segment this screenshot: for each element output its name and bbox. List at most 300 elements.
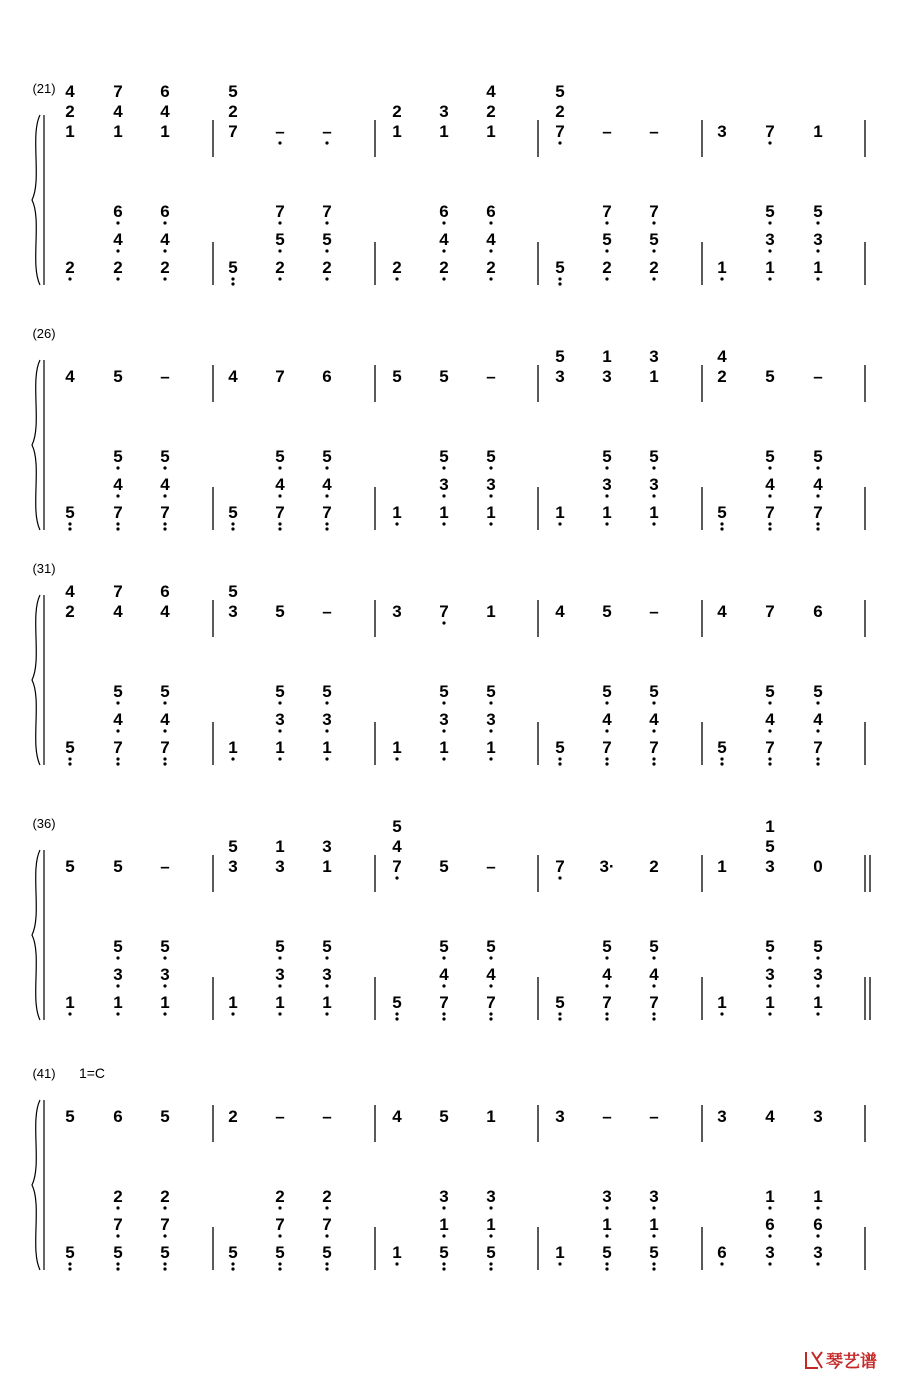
octave-low-dot [768, 1234, 771, 1237]
score-system [32, 1065, 865, 1271]
lower-note: 7 [322, 202, 332, 221]
lower-note: 3 [439, 475, 449, 494]
lower-note: 5 [649, 1243, 659, 1262]
sustain-dash: – [649, 122, 659, 141]
octave-low-dot [278, 522, 281, 525]
lower-note: 1 [392, 503, 402, 522]
octave-low-dot [558, 522, 561, 525]
octave-low-dot [163, 466, 166, 469]
octave-low-dot [652, 729, 655, 732]
upper-note: 7 [228, 122, 238, 141]
octave-low-dot [278, 1267, 281, 1270]
lower-note: 5 [765, 202, 775, 221]
octave-low-dot [489, 757, 492, 760]
octave-low-dot [442, 984, 445, 987]
lower-note: 1 [392, 1243, 402, 1262]
brace [32, 360, 40, 530]
lower-note: 4 [649, 965, 659, 984]
upper-note: 6 [113, 1107, 123, 1126]
octave-low-dot [325, 1267, 328, 1270]
upper-note: 4 [717, 347, 727, 366]
score-system [32, 81, 865, 286]
lower-note: 5 [439, 937, 449, 956]
upper-note: 7 [555, 857, 565, 876]
upper-note: 7 [555, 122, 565, 141]
lower-note: 4 [113, 710, 123, 729]
octave-low-dot [442, 221, 445, 224]
sustain-dash: – [649, 602, 659, 621]
upper-note: 1 [275, 837, 285, 856]
upper-note: 5 [555, 347, 565, 366]
octave-low-dot [163, 1262, 166, 1265]
octave-low-dot [116, 984, 119, 987]
octave-low-dot [652, 277, 655, 280]
octave-low-dot [163, 984, 166, 987]
octave-low-dot [558, 876, 561, 879]
octave-low-dot [278, 277, 281, 280]
octave-low-dot [652, 1262, 655, 1265]
lower-note: 7 [602, 738, 612, 757]
upper-note: 1 [439, 122, 449, 141]
octave-low-dot [605, 466, 608, 469]
lower-note: 5 [813, 447, 823, 466]
octave-low-dot [652, 701, 655, 704]
octave-low-dot [231, 277, 234, 280]
score-system [32, 561, 865, 766]
lower-note: 4 [486, 965, 496, 984]
lower-note: 6 [765, 1215, 775, 1234]
lower-note: 7 [275, 503, 285, 522]
lower-note: 7 [275, 1215, 285, 1234]
lower-note: 3 [602, 475, 612, 494]
upper-note: 1 [813, 122, 823, 141]
octave-low-dot [278, 466, 281, 469]
lower-note: 3 [160, 965, 170, 984]
octave-low-dot [489, 466, 492, 469]
lower-note: 1 [765, 258, 775, 277]
octave-low-dot [163, 1267, 166, 1270]
octave-low-dot [605, 729, 608, 732]
lower-note: 2 [65, 258, 75, 277]
octave-low-dot [231, 282, 234, 285]
sustain-dash: – [322, 1107, 332, 1126]
octave-low-dot [816, 277, 819, 280]
lower-note: 1 [439, 738, 449, 757]
upper-note: 7 [113, 82, 123, 101]
upper-note: 3 [555, 367, 565, 386]
octave-low-dot [489, 221, 492, 224]
lower-note: 5 [392, 993, 402, 1012]
lower-note: 1 [439, 503, 449, 522]
octave-low-dot [816, 729, 819, 732]
upper-note: 2 [555, 102, 565, 121]
lower-note: 5 [649, 230, 659, 249]
lower-note: 5 [65, 1243, 75, 1262]
lower-note: 5 [439, 682, 449, 701]
lower-note: 5 [765, 447, 775, 466]
octave-low-dot [816, 984, 819, 987]
lower-note: 5 [602, 937, 612, 956]
upper-note: 7 [765, 602, 775, 621]
upper-note: 5 [392, 367, 402, 386]
lower-note: 5 [649, 447, 659, 466]
upper-note: 7 [113, 582, 123, 601]
octave-low-dot [442, 1206, 445, 1209]
octave-low-dot [652, 1234, 655, 1237]
octave-low-dot [605, 249, 608, 252]
octave-low-dot [116, 522, 119, 525]
sustain-dash: – [160, 857, 170, 876]
lower-note: 7 [160, 503, 170, 522]
octave-low-dot [325, 141, 328, 144]
upper-note: 5 [228, 837, 238, 856]
lower-note: 5 [113, 447, 123, 466]
lower-note: 7 [602, 993, 612, 1012]
lower-note: 3 [322, 965, 332, 984]
upper-note: 1 [392, 122, 402, 141]
octave-low-dot [768, 527, 771, 530]
lower-note: 2 [275, 258, 285, 277]
lower-note: 5 [486, 682, 496, 701]
lower-note: 1 [65, 993, 75, 1012]
octave-low-dot [652, 522, 655, 525]
upper-note: 4 [555, 602, 565, 621]
lower-note: 5 [765, 682, 775, 701]
octave-low-dot [605, 494, 608, 497]
lower-note: 5 [813, 937, 823, 956]
lower-note: 5 [765, 937, 775, 956]
octave-low-dot [68, 1012, 71, 1015]
lower-note: 5 [228, 503, 238, 522]
octave-low-dot [116, 701, 119, 704]
octave-low-dot [768, 221, 771, 224]
octave-low-dot [720, 757, 723, 760]
upper-note: 6 [160, 582, 170, 601]
octave-low-dot [68, 1262, 71, 1265]
lower-note: 5 [602, 682, 612, 701]
octave-low-dot [489, 984, 492, 987]
octave-low-dot [768, 1012, 771, 1015]
lower-note: 7 [275, 202, 285, 221]
octave-low-dot [605, 1262, 608, 1265]
octave-low-dot [720, 522, 723, 525]
lower-note: 4 [275, 475, 285, 494]
octave-low-dot [558, 282, 561, 285]
sustain-dash: – [322, 122, 332, 141]
octave-low-dot [816, 494, 819, 497]
lower-note: 5 [322, 682, 332, 701]
lower-note: 6 [113, 202, 123, 221]
octave-low-dot [605, 1267, 608, 1270]
octave-low-dot [325, 729, 328, 732]
lower-note: 5 [486, 937, 496, 956]
upper-note: 3· [599, 857, 615, 876]
score-system [32, 326, 865, 531]
octave-low-dot [116, 249, 119, 252]
octave-low-dot [768, 701, 771, 704]
octave-low-dot [163, 527, 166, 530]
lower-note: 1 [486, 503, 496, 522]
octave-low-dot [116, 762, 119, 765]
measure-number: (36) [32, 816, 56, 831]
upper-note: 4 [160, 602, 170, 621]
octave-low-dot [163, 249, 166, 252]
lower-note: 7 [160, 738, 170, 757]
octave-low-dot [720, 277, 723, 280]
lower-note: 5 [275, 1243, 285, 1262]
octave-low-dot [489, 1206, 492, 1209]
octave-low-dot [442, 729, 445, 732]
logo-text: 琴艺谱 [826, 1352, 877, 1371]
octave-low-dot [278, 956, 281, 959]
octave-low-dot [558, 762, 561, 765]
lower-note: 6 [439, 202, 449, 221]
lower-note: 5 [322, 1243, 332, 1262]
lower-note: 1 [160, 993, 170, 1012]
upper-note: 5 [65, 857, 75, 876]
lower-note: 5 [602, 447, 612, 466]
lower-note: 5 [113, 1243, 123, 1262]
octave-low-dot [231, 527, 234, 530]
octave-low-dot [278, 984, 281, 987]
upper-note: 1 [602, 347, 612, 366]
upper-note: 2 [717, 367, 727, 386]
upper-note: 6 [813, 602, 823, 621]
upper-note: 7 [765, 122, 775, 141]
lower-note: 4 [160, 230, 170, 249]
octave-low-dot [768, 1206, 771, 1209]
lower-note: 5 [65, 503, 75, 522]
score-system [32, 816, 870, 1021]
lower-note: 5 [228, 258, 238, 277]
upper-note: 1 [160, 122, 170, 141]
octave-low-dot [325, 956, 328, 959]
octave-low-dot [768, 762, 771, 765]
lower-note: 4 [113, 230, 123, 249]
octave-low-dot [816, 249, 819, 252]
octave-low-dot [768, 984, 771, 987]
lower-note: 7 [322, 1215, 332, 1234]
octave-low-dot [816, 1206, 819, 1209]
lower-note: 1 [765, 1187, 775, 1206]
key-signature: 1=C [78, 1065, 106, 1081]
upper-note: 2 [228, 102, 238, 121]
octave-low-dot [489, 701, 492, 704]
octave-low-dot [116, 1012, 119, 1015]
lower-note: 5 [160, 682, 170, 701]
upper-note: 3 [392, 602, 402, 621]
octave-low-dot [816, 956, 819, 959]
octave-low-dot [768, 757, 771, 760]
upper-note: 4 [113, 602, 123, 621]
octave-low-dot [816, 701, 819, 704]
lower-note: 5 [113, 682, 123, 701]
octave-low-dot [325, 221, 328, 224]
octave-low-dot [278, 1206, 281, 1209]
lower-note: 1 [322, 993, 332, 1012]
lower-note: 1 [717, 258, 727, 277]
octave-low-dot [442, 494, 445, 497]
lower-note: 3 [649, 475, 659, 494]
lower-note: 7 [813, 503, 823, 522]
octave-low-dot [605, 277, 608, 280]
octave-low-dot [325, 701, 328, 704]
octave-low-dot [605, 1206, 608, 1209]
lower-note: 5 [486, 447, 496, 466]
octave-low-dot [816, 1262, 819, 1265]
lower-note: 3 [602, 1187, 612, 1206]
lower-note: 4 [322, 475, 332, 494]
lower-note: 5 [439, 1243, 449, 1262]
upper-note: 1 [322, 857, 332, 876]
lower-note: 4 [765, 710, 775, 729]
octave-low-dot [325, 527, 328, 530]
lower-note: 5 [228, 1243, 238, 1262]
octave-low-dot [768, 956, 771, 959]
octave-low-dot [163, 221, 166, 224]
octave-low-dot [816, 762, 819, 765]
lower-note: 5 [602, 1243, 612, 1262]
lower-note: 5 [717, 738, 727, 757]
octave-low-dot [395, 277, 398, 280]
octave-low-dot [163, 522, 166, 525]
upper-note: 4 [765, 1107, 775, 1126]
lower-note: 1 [555, 1243, 565, 1262]
octave-low-dot [652, 1267, 655, 1270]
upper-note: 5 [765, 367, 775, 386]
octave-low-dot [605, 757, 608, 760]
octave-low-dot [442, 1262, 445, 1265]
lower-note: 5 [160, 447, 170, 466]
lower-note: 5 [555, 258, 565, 277]
octave-low-dot [68, 277, 71, 280]
octave-low-dot [720, 762, 723, 765]
octave-low-dot [116, 1234, 119, 1237]
upper-note: 3 [439, 102, 449, 121]
lower-note: 6 [160, 202, 170, 221]
lower-note: 1 [649, 1215, 659, 1234]
lower-note: 7 [439, 993, 449, 1012]
upper-note: 4 [486, 82, 496, 101]
octave-low-dot [489, 277, 492, 280]
octave-low-dot [720, 1012, 723, 1015]
lower-note: 1 [228, 738, 238, 757]
octave-low-dot [442, 522, 445, 525]
octave-low-dot [605, 984, 608, 987]
octave-low-dot [605, 956, 608, 959]
octave-low-dot [652, 984, 655, 987]
upper-note: 2 [486, 102, 496, 121]
octave-low-dot [163, 1234, 166, 1237]
lower-note: 5 [322, 230, 332, 249]
octave-low-dot [605, 1234, 608, 1237]
lower-note: 5 [275, 682, 285, 701]
lower-note: 5 [649, 682, 659, 701]
lower-note: 1 [275, 993, 285, 1012]
brace [32, 1100, 40, 1270]
lower-note: 2 [322, 258, 332, 277]
octave-low-dot [278, 221, 281, 224]
upper-note: 5 [555, 82, 565, 101]
octave-low-dot [116, 1206, 119, 1209]
lower-note: 1 [228, 993, 238, 1012]
octave-low-dot [116, 1262, 119, 1265]
lower-note: 1 [649, 503, 659, 522]
octave-low-dot [652, 1012, 655, 1015]
upper-note: 5 [602, 602, 612, 621]
octave-low-dot [325, 466, 328, 469]
octave-low-dot [558, 1012, 561, 1015]
brace [32, 115, 40, 285]
octave-low-dot [231, 1262, 234, 1265]
octave-low-dot [68, 1267, 71, 1270]
lower-note: 3 [765, 965, 775, 984]
octave-low-dot [489, 522, 492, 525]
octave-low-dot [116, 221, 119, 224]
lower-note: 7 [649, 202, 659, 221]
upper-note: 2 [649, 857, 659, 876]
upper-note: 1 [717, 857, 727, 876]
octave-low-dot [652, 1206, 655, 1209]
lower-note: 4 [602, 965, 612, 984]
upper-note: 3 [717, 1107, 727, 1126]
upper-note: 1 [649, 367, 659, 386]
octave-low-dot [163, 1206, 166, 1209]
octave-low-dot [816, 466, 819, 469]
lower-note: 7 [602, 202, 612, 221]
sustain-dash: – [486, 367, 496, 386]
octave-low-dot [768, 1262, 771, 1265]
octave-low-dot [442, 1234, 445, 1237]
lower-note: 3 [813, 230, 823, 249]
octave-low-dot [116, 277, 119, 280]
upper-note: 4 [65, 82, 75, 101]
measure-number: (41) [32, 1066, 56, 1081]
upper-note: 4 [160, 102, 170, 121]
measure-number: (31) [32, 561, 56, 576]
upper-note: 3 [322, 837, 332, 856]
octave-low-dot [116, 729, 119, 732]
lower-note: 3 [275, 710, 285, 729]
octave-low-dot [652, 221, 655, 224]
upper-note: 4 [392, 1107, 402, 1126]
upper-note: 4 [113, 102, 123, 121]
octave-low-dot [816, 522, 819, 525]
lower-note: 1 [555, 503, 565, 522]
sustain-dash: – [602, 1107, 612, 1126]
octave-low-dot [605, 221, 608, 224]
octave-low-dot [68, 522, 71, 525]
octave-low-dot [442, 621, 445, 624]
lower-note: 5 [275, 447, 285, 466]
upper-note: 5 [228, 582, 238, 601]
upper-note: 1 [486, 1107, 496, 1126]
octave-low-dot [163, 277, 166, 280]
octave-low-dot [325, 494, 328, 497]
octave-low-dot [558, 277, 561, 280]
lower-note: 4 [439, 230, 449, 249]
lower-note: 2 [486, 258, 496, 277]
octave-low-dot [816, 221, 819, 224]
measure-number: (21) [32, 81, 56, 96]
lower-note: 4 [113, 475, 123, 494]
lower-note: 1 [392, 738, 402, 757]
octave-low-dot [558, 1017, 561, 1020]
octave-low-dot [68, 527, 71, 530]
octave-low-dot [605, 701, 608, 704]
octave-low-dot [489, 249, 492, 252]
upper-note: 5 [439, 367, 449, 386]
